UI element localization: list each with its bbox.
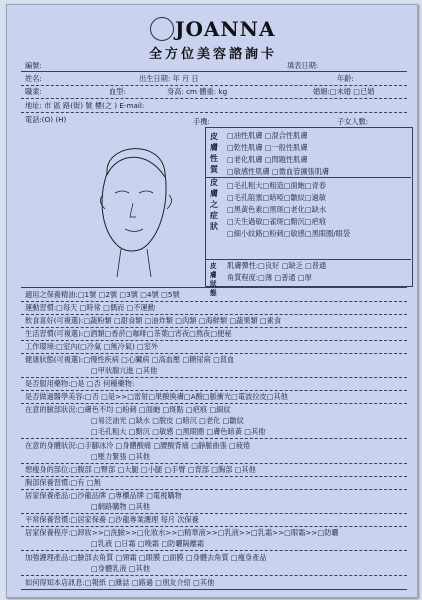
skin-row[interactable]: □毛孔粗大□粗造□面皰□青春 [227,181,327,190]
skin-row[interactable]: □毛孔阻塞□暗啞□皺紋□過敏 [227,193,327,202]
chest-care-row[interactable]: 胸部保養習慣:□有 □無 [25,478,101,487]
extra-care-row-2[interactable]: □身體乳液 □其他 [91,564,150,573]
care-procedure-row[interactable]: 居家保養程序:□卸妝>>□洗臉>>□化妝水>>□精華液>>□乳液>>□乳霜>>□眼霜>>□防曬 [25,528,339,537]
face-concern-row[interactable]: 在意的臉部狀況:□膚色不均 □粉刺 □面皰 □斑點 □疤痕 □細紋 [25,405,231,414]
health-row[interactable]: 健康狀態(可複選):□慢性疾病 □心臟病 □高血壓 □糖尿病 □貧血 [25,355,235,364]
face-concern-row-2[interactable]: □易泛油光 □缺水 □脫皮 □暗沉 □老化 □皺紋 [91,416,244,425]
exercise-row[interactable]: 運動習慣:□每天 □時常 □偶而 □不運動 [25,303,155,312]
oil-selection-row[interactable]: 適用之保養精油:□1號 □2號 □3號 □4號 □5號 [25,290,180,299]
birth-date-field[interactable]: 出生日期: 年 月 日 [139,74,199,83]
face-concern-row-3[interactable]: □毛孔粗大 □黯沉 □敏感 □黑眼圈 □膚色暗黃 □其他 [91,427,266,436]
age-field[interactable]: 年齡: [337,74,354,83]
skin-row[interactable]: □乾性肌膚 □一般性肌膚 [227,143,308,152]
diet-row[interactable]: 飲食喜好(可複選):□蔬粉類 □甜食類 □油炸類 □肉類 □海鮮類 □蔬果類 □素食 [25,316,282,325]
marriage-field[interactable]: 婚姻:□未婚 □已婚 [313,87,375,96]
extra-care-row[interactable]: 加強護理產品:□臉部去角質 □頸霜 □眼膜 □面膜 □身體去角質 □瘦身產品 [25,553,267,562]
skin-elasticity-row[interactable]: 肌膚彈性:□良好 □缺乏 □普通 [227,261,327,270]
form-number-label: 編號: [25,61,42,70]
skin-row[interactable]: □黑黃色素□黑斑□老化□缺水 [227,205,327,214]
blood-type-field[interactable]: 血型: [109,87,126,96]
skin-type-label: 皮膚性質 [210,132,218,174]
kids-field[interactable]: 子女人數: [337,117,369,126]
consultation-card [6,4,418,598]
skin-symptom-label: 皮膚之症狀 [210,178,218,231]
phone-field[interactable]: 電話:(O) (H) [25,115,67,124]
home-products-row-2[interactable]: □網路購物 □其他 [91,502,150,511]
address-field[interactable]: 地址: 市 區 路(街) 號 樓(之 ) E-mail: [25,101,145,110]
mobile-field[interactable]: 手機: [193,117,210,126]
skin-row[interactable]: □老化肌膚 □問題性肌膚 [227,155,308,164]
face-diagram-icon [77,133,187,281]
referral-source-row[interactable]: 如何得知本店訊息:□報紙 □雜誌 □路過 □朋友介紹 □其他 [25,578,215,587]
skin-keratin-row[interactable]: 角質程度:□薄 □普通 □厚 [227,273,312,282]
care-habit-row[interactable]: 平常保養習慣:□居家保養 □沙龍專業護理 每月 次保養 [25,515,199,524]
fill-date-label: 填表日期: [287,61,319,70]
slimming-area-row[interactable]: 想瘦身的部位:□腹部 □臀部 □大腿 □小腿 □手臂 □背部 □胸部 □其他 [25,465,256,474]
brand-name: JOANNA [175,17,276,41]
height-weight-field[interactable]: 身高: cm 體重: kg [167,87,228,96]
medication-row[interactable]: 是否服用藥物:□是 □否 何種藥物: [25,379,135,388]
skin-row[interactable]: □敏感性肌膚 □微血管擴張肌膚 [227,167,330,176]
brand-logo-icon [150,17,174,41]
skin-row[interactable]: □油性肌膚 □混合性肌膚 [227,131,308,140]
skin-row[interactable]: □細小紋路□粉刺□敏感□黑眼圈/眼袋 [227,229,351,238]
medical-beauty-row[interactable]: 是否做過醫學美容:□否 □是>>□雷射□果酸換膚□A酸□脈衝光□電波拉皮□其他 [25,392,288,401]
name-field[interactable]: 姓名: [25,74,42,83]
care-procedure-row-2[interactable]: □乳液 □日霜 □晚霜 □防曬隔離霜 [91,539,205,548]
job-field[interactable]: 職業: [25,87,42,96]
body-concern-row-2[interactable]: □壓力緊張 □其他 [91,452,150,461]
skin-state-label: 皮膚狀態 [210,262,217,297]
skin-row[interactable]: □天生過敏□雀斑□黯沉□疤痕 [227,217,327,226]
health-row-2[interactable]: □甲狀腺亢進 □其他 [91,366,158,375]
body-concern-row[interactable]: 在意的身體狀況:□手腳冰冷 □身體酸痛 □腰酸背痛 □靜脈曲張 □疲倦 [25,441,251,450]
card-title: 全方位美容諮詢卡 [149,47,278,62]
work-environment-row[interactable]: 工作環境:□室內(□冷氣 □無冷氣) □室外 [25,342,159,351]
lifestyle-row[interactable]: 生活習慣(可複選):□酒類□香菸□咖啡□茶葉□宵夜□熬夜□便秘 [25,329,232,338]
home-products-row[interactable]: 居家保養產品:□沙龍品牌 □專櫃品牌 □電視購物 [25,491,182,500]
